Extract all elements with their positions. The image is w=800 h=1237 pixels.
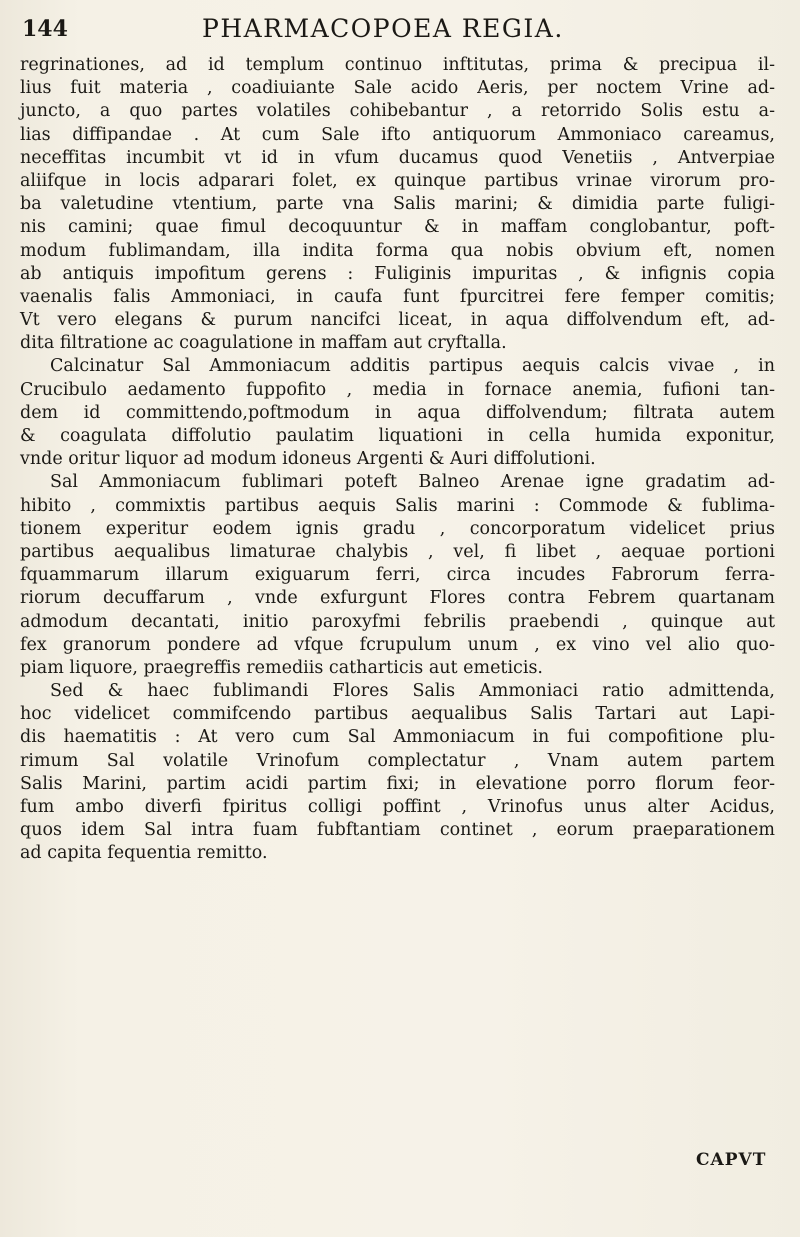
text-line: Crucibulo aedamento fuppofito , media in fornace anemia, fufioni tan- (20, 379, 775, 400)
text-line: piam liquore, praegreffis remediis catharticis aut emeticis. (20, 657, 543, 678)
page-header (22, 8, 778, 54)
text-line: aliifque in locis adparari folet, ex quinque partibus vrinae virorum pro- (20, 170, 775, 191)
text-line: ab antiquis impofitum gerens : Fuliginis impuritas , & infignis copia (20, 263, 775, 284)
text-line: hoc videlicet commifcendo partibus aequalibus Salis Tartari aut Lapi- (20, 704, 775, 725)
body-text (20, 54, 775, 866)
text-line: nis camini; quae fimul decoquuntur & in maffam conglobantur, poft- (20, 217, 775, 238)
text-line: fum ambo diverfi fpiritus colligi poffint , Vrinofus unus alter Acidus, (20, 797, 775, 817)
text-line: Sal Ammoniacum fublimari poteft Balneo Arenae igne gradatim ad- (50, 472, 775, 493)
text-line: & coagulata diffolutio paulatim liquationi in cella humida exponitur, (20, 426, 775, 446)
text-line: riorum decuffarum , vnde exfurgunt Flores contra Febrem quartanam (20, 588, 775, 609)
text-line: Vt vero elegans & purum nancifci liceat, in aqua diffolvendum eft, ad- (20, 310, 775, 331)
text-line: dis haematitis : At vero cum Sal Ammoniacum in fui compofitione plu- (20, 727, 775, 748)
text-line: dem id committendo,poftmodum in aqua diffolvendum; filtrata autem (20, 402, 775, 423)
page-number: 144 (22, 16, 68, 42)
text-line: regrinationes, ad id templum continuo inftitutas, prima & precipua il- (20, 55, 775, 75)
text-line: modum fublimandam, illa indita forma qua nobis obvium eft, nomen (20, 240, 775, 261)
text-line: dita filtratione ac coagulatione in maffam aut cryftalla. (20, 333, 507, 354)
text-line: vaenalis falis Ammoniaci, in caufa funt fpurcitrei fere femper comitis; (20, 286, 775, 307)
text-line: lius fuit materia , coadiuiante Sale acido Aeris, per noctem Vrine ad- (20, 78, 775, 99)
text-line: juncto, a quo partes volatiles cohibebantur , a retorrido Solis estu a- (20, 101, 775, 122)
text-line: neceffitas incumbit vt id in vfum ducamus quod Venetiis , Antverpiae (20, 147, 775, 168)
text-line: Sed & haec fublimandi Flores Salis Ammoniaci ratio admittenda, (50, 681, 775, 702)
text-line: tionem experitur eodem ignis gradu , concorporatum videlicet prius (20, 518, 775, 539)
text-line: ad capita fequentia remitto. (20, 843, 268, 864)
text-line: Salis Marini, partim acidi partim fixi; in elevatione porro florum feor- (20, 773, 775, 794)
text-line: fex granorum pondere ad vfque fcrupulum unum , ex vino vel alio quo- (20, 634, 775, 655)
text-line: lias diffipandae . At cum Sale ifto antiquorum Ammoniaco careamus, (20, 124, 775, 145)
catchword: CAPVT (696, 1150, 767, 1170)
text-line: rimum Sal volatile Vrinofum complectatur , Vnam autem partem (20, 750, 775, 771)
text-line: quos idem Sal intra fuam fubftantiam continet , eorum praeparationem (20, 820, 775, 841)
running-title: PHARMACOPOEA REGIA. (202, 14, 564, 43)
text-line: hibito , commixtis partibus aequis Salis marini : Commode & fublima- (20, 495, 775, 516)
text-line: Calcinatur Sal Ammoniacum additis partipus aequis calcis vivae , in (50, 356, 775, 377)
text-line: partibus aequalibus limaturae chalybis , vel, fi libet , aequae portioni (20, 541, 775, 562)
text-line: admodum decantati, initio paroxyfmi febrilis praebendi , quinque aut (20, 611, 775, 632)
text-line: ba valetudine vtentium, parte vna Salis marini; & dimidia parte fuligi- (20, 194, 775, 215)
text-line: fquammarum illarum exiguarum ferri, circa incudes Fabrorum ferra- (20, 565, 775, 586)
text-line: vnde oritur liquor ad modum idoneus Argenti & Auri diffolutioni. (20, 449, 596, 470)
